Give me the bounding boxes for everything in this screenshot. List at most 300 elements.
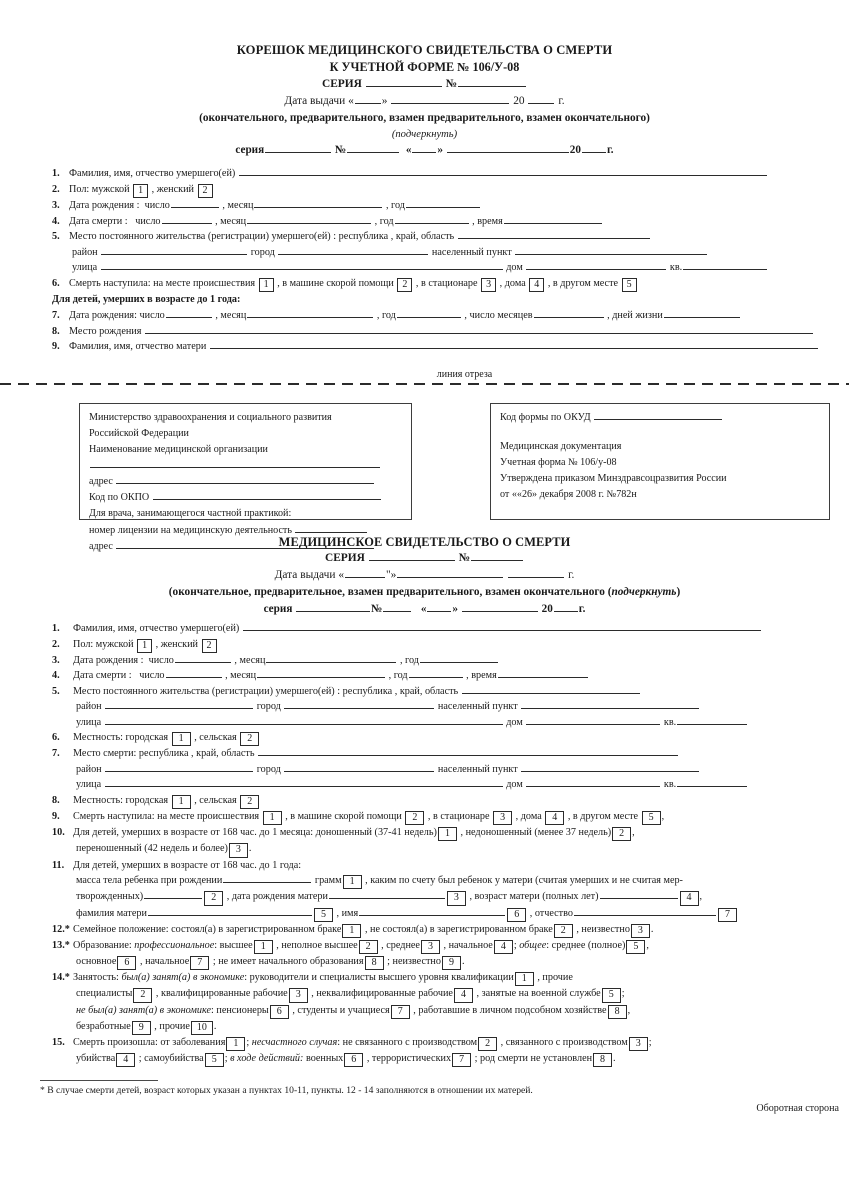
- item-body: [69, 214, 835, 230]
- item-body: [69, 276, 835, 292]
- number-label-2: №: [371, 603, 383, 616]
- birth-month-blank[interactable]: [254, 200, 382, 208]
- locality-rural-code[interactable]: 2: [240, 795, 259, 809]
- apt-blank[interactable]: [677, 779, 747, 787]
- education-code-5[interactable]: 5: [626, 940, 645, 954]
- item-subrow: [52, 715, 841, 731]
- item-row: [52, 339, 835, 355]
- item-body: [73, 922, 841, 938]
- street-blank[interactable]: [105, 779, 503, 787]
- employment-opt-2: специалисты: [76, 988, 133, 1000]
- address-label: адрес: [89, 476, 113, 488]
- manner-opt-8: ; род смерти не установлен: [474, 1053, 593, 1065]
- item-body: [69, 229, 835, 245]
- education-code-6[interactable]: 6: [117, 956, 136, 970]
- city-blank[interactable]: [284, 764, 434, 772]
- neonatal-tail-2: .: [248, 843, 252, 855]
- education-code-3[interactable]: 3: [421, 940, 440, 954]
- certificate-title: МЕДИЦИНСКОЕ СВИДЕТЕЛЬСТВО О СМЕРТИ: [278, 534, 571, 549]
- issue-date-line: [0, 93, 849, 110]
- item-label: Фамилия, имя, отчество умершего(ей): [69, 168, 236, 180]
- order-date-line: от ««26» декабря 2008 г. №782н: [500, 489, 637, 501]
- death-year-blank[interactable]: [395, 215, 469, 223]
- employment-code-9[interactable]: 9: [132, 1021, 151, 1035]
- item-number: 11.: [52, 859, 65, 871]
- manner-accident-label: несчастного случая: [251, 1037, 338, 1049]
- year-blank-2[interactable]: [554, 603, 578, 612]
- org-address-row: [89, 474, 402, 490]
- approved-line: Утверждена приказом Минздравсоцразвития России: [500, 472, 727, 484]
- mother-patronymic-code[interactable]: 7: [718, 908, 737, 922]
- mother-age-tail: ,: [699, 891, 703, 903]
- item-body: [73, 668, 841, 684]
- sex-male-code[interactable]: 1: [133, 184, 148, 198]
- marital-label: Семейное положение: состоял(а) в зарегистрированном браке: [73, 923, 342, 935]
- item-row: [52, 324, 835, 340]
- month-label: , месяц: [222, 200, 254, 212]
- employment-code-3[interactable]: 3: [289, 988, 308, 1002]
- item-body: [73, 684, 841, 700]
- item-body: [72, 245, 835, 261]
- item-number: 3.: [52, 654, 60, 666]
- item-body: [69, 308, 835, 324]
- number-label: №: [458, 551, 471, 564]
- apt-blank[interactable]: [683, 262, 767, 270]
- region-blank[interactable]: [458, 231, 650, 239]
- item-subrow: [52, 906, 841, 922]
- street-blank[interactable]: [105, 716, 503, 724]
- item-row: [52, 276, 835, 292]
- quote-mid: "»: [386, 569, 397, 582]
- death-place-opt-4: , дома: [499, 277, 526, 289]
- series-number-line: [0, 76, 849, 93]
- marital-opt-3: , неизвестно: [576, 923, 630, 935]
- birth-weight-label: масса тела ребенка при рождении: [76, 875, 223, 887]
- variants-italic: подчеркнуть: [611, 586, 677, 599]
- locality-rural-label: , сельская: [194, 732, 237, 744]
- sex-female-code[interactable]: 2: [202, 639, 217, 653]
- employment-opt-5: , занятые на военной службе: [476, 988, 601, 1000]
- item-subrow: [52, 699, 841, 715]
- months-count-label: , число месяцев: [464, 310, 533, 322]
- issue-date-label: Дата выдачи: [274, 569, 336, 582]
- employment-opt-10: , прочие: [154, 1020, 190, 1032]
- death-place-opt-5: , в другом месте: [567, 811, 639, 823]
- education-code-4[interactable]: 4: [494, 940, 513, 954]
- item-number: 6.: [52, 277, 60, 289]
- apt-label: кв.: [669, 262, 683, 274]
- year-suffix: г.: [568, 569, 575, 582]
- neonatal-code-3[interactable]: 3: [229, 843, 248, 857]
- education-opt-4: , начальное: [443, 939, 493, 951]
- birth-month-blank[interactable]: [266, 654, 396, 662]
- street-blank[interactable]: [101, 262, 503, 270]
- education-opt-8: ; не имеет начального образования: [212, 956, 364, 968]
- item-number: 2.: [52, 183, 60, 195]
- death-month-blank[interactable]: [257, 670, 385, 678]
- death-place-code-5[interactable]: 5: [622, 278, 637, 292]
- quote-close-2: »: [437, 144, 443, 157]
- day-label: число: [139, 670, 165, 682]
- item-body: [73, 938, 841, 954]
- organization-box-wrap: [79, 403, 412, 552]
- employment-tail: ,: [627, 1004, 631, 1016]
- manner-code-7[interactable]: 7: [452, 1053, 471, 1067]
- mother-surname-label: фамилия матери: [76, 907, 147, 919]
- house-blank[interactable]: [526, 262, 666, 270]
- education-code-8[interactable]: 8: [365, 956, 384, 970]
- birth-weight-code[interactable]: 1: [343, 875, 362, 889]
- district-blank[interactable]: [101, 246, 247, 254]
- marital-code-2[interactable]: 2: [554, 924, 573, 938]
- mother-age-label: , возраст матери (полных лет): [469, 891, 599, 903]
- item-body: [69, 198, 835, 214]
- education-opt-5: : среднее (полное): [546, 939, 626, 951]
- item-subrow: [52, 841, 841, 857]
- item-body: [73, 793, 841, 809]
- residence-label: Место постоянного жительства (регистрации) умершего(ей) : республика , край, область: [69, 231, 455, 243]
- item-body: [76, 777, 841, 793]
- months-count-blank[interactable]: [534, 310, 604, 318]
- death-time-blank[interactable]: [498, 670, 588, 678]
- page-subtitle: К УЧЕТНОЙ ФОРМЕ № 106/У-08: [329, 59, 520, 74]
- series-label: СЕРИЯ: [321, 77, 362, 90]
- manner-code-5[interactable]: 5: [205, 1053, 224, 1067]
- education-code-2[interactable]: 2: [359, 940, 378, 954]
- locality-urban-code[interactable]: 1: [172, 732, 191, 746]
- sex-female-code[interactable]: 2: [198, 184, 213, 198]
- employment-code-4[interactable]: 4: [454, 988, 473, 1002]
- death-year-blank[interactable]: [409, 670, 463, 678]
- year-suffix-2: г.: [606, 144, 614, 157]
- employment-code-2[interactable]: 2: [133, 988, 152, 1002]
- employment-code-7[interactable]: 7: [391, 1005, 410, 1019]
- item-row: [52, 938, 841, 954]
- sex-label: Пол:: [69, 183, 90, 195]
- okpo-blank[interactable]: [153, 492, 381, 500]
- mother-birthdate-code[interactable]: 3: [447, 891, 466, 905]
- birth-place-blank[interactable]: [145, 325, 813, 333]
- employment-unemployed-label: не был(а) занят(а) в экономике: [76, 1004, 211, 1016]
- employment-code-6[interactable]: 6: [270, 1005, 289, 1019]
- death-region-blank[interactable]: [258, 748, 678, 756]
- house-label: дом: [506, 779, 523, 791]
- manner-code-4[interactable]: 4: [116, 1053, 135, 1067]
- region-blank[interactable]: [462, 685, 640, 693]
- spacer: [500, 426, 820, 439]
- marital-code-3[interactable]: 3: [631, 924, 650, 938]
- item-subrow: [52, 260, 835, 276]
- item-number: 2.: [52, 638, 60, 650]
- manner-code-6[interactable]: 6: [344, 1053, 363, 1067]
- manner-sep-3: ;: [224, 1053, 228, 1065]
- death-place-opt-4: , дома: [515, 811, 542, 823]
- manner-sep: ;: [246, 1037, 250, 1049]
- org-name-label: Наименование медицинской организации: [89, 443, 268, 455]
- death-day-blank[interactable]: [162, 215, 212, 223]
- item-body: [76, 715, 841, 731]
- death-place-opt-3: , в стационаре: [415, 277, 478, 289]
- item-number: 8.: [52, 794, 60, 806]
- item-row: [52, 970, 841, 986]
- education-tail-2: .: [461, 956, 465, 968]
- series-blank-2[interactable]: [296, 603, 370, 612]
- item-subrow: [52, 1003, 841, 1019]
- birth-place-label: Место рождения: [69, 325, 142, 337]
- address-label-2: адрес: [89, 540, 113, 552]
- days-blank[interactable]: [664, 310, 740, 318]
- child-year-blank[interactable]: [397, 310, 461, 318]
- birth-order-blank[interactable]: [144, 891, 202, 899]
- item-body: [76, 889, 841, 905]
- cut-line-section: [0, 369, 849, 385]
- year-prefix-2: 20: [569, 144, 581, 157]
- item-subrow: [52, 986, 841, 1002]
- item-row: [52, 809, 841, 825]
- mother-name-code[interactable]: 6: [507, 908, 526, 922]
- death-place-code-3[interactable]: 3: [493, 811, 512, 825]
- item-number: 14.*: [52, 972, 70, 984]
- number-label: №: [445, 77, 458, 90]
- item-row: [52, 308, 835, 324]
- year-label: , год: [385, 200, 405, 212]
- okud-row: [500, 410, 820, 426]
- item-number: 3.: [52, 200, 60, 212]
- neonatal-code-1[interactable]: 1: [438, 827, 457, 841]
- sex-male-label: мужской: [91, 183, 130, 195]
- education-professional-label: профессиональное: [134, 939, 215, 951]
- employment-code-1[interactable]: 1: [515, 972, 534, 986]
- item-row: [52, 214, 835, 230]
- house-blank[interactable]: [526, 716, 660, 724]
- month-label: , месяц: [215, 215, 247, 227]
- item-body: [72, 260, 835, 276]
- city-label: город: [256, 763, 281, 775]
- mother-surname-blank[interactable]: [148, 907, 312, 915]
- quote-close-2: »: [452, 603, 458, 616]
- death-place-code-2[interactable]: 2: [405, 811, 424, 825]
- year-label: , год: [399, 654, 419, 666]
- variants-text: (окончательное, предварительное, взамен предварительного, взамен окончательного (: [168, 586, 612, 599]
- city-blank[interactable]: [284, 701, 434, 709]
- birth-weight-blank[interactable]: [223, 875, 311, 883]
- item-number: 12.*: [52, 923, 70, 935]
- district-blank[interactable]: [105, 701, 253, 709]
- birth-year-blank[interactable]: [406, 200, 480, 208]
- district-blank[interactable]: [105, 764, 253, 772]
- series-label-lc: серия: [263, 603, 293, 616]
- birth-day-blank[interactable]: [175, 654, 231, 662]
- quote-open-2: «: [405, 144, 412, 157]
- education-opt-3: , среднее: [381, 939, 420, 951]
- time-label: , время: [472, 215, 503, 227]
- street-label: улица: [72, 262, 98, 274]
- item-row: [52, 182, 835, 198]
- settlement-label: населенный пункт: [431, 246, 512, 258]
- death-place-code-1[interactable]: 1: [263, 811, 282, 825]
- settlement-blank[interactable]: [515, 246, 707, 254]
- employment-label: Занятость:: [73, 972, 119, 984]
- education-code-1[interactable]: 1: [254, 940, 273, 954]
- marital-opt-2: , не состоял(а) в зарегистрированном браке: [364, 923, 553, 935]
- manner-code-3[interactable]: 3: [629, 1037, 648, 1051]
- year-blank[interactable]: [528, 95, 554, 104]
- fio-blank[interactable]: [243, 623, 761, 631]
- certificate-variants: [0, 584, 849, 601]
- item-label: Фамилия, имя, отчество умершего(ей): [73, 623, 240, 635]
- month-label: , месяц: [225, 670, 257, 682]
- manner-code-8[interactable]: 8: [593, 1053, 612, 1067]
- employment-opt-9: безработные: [76, 1020, 131, 1032]
- apt-blank[interactable]: [677, 716, 747, 724]
- series-blank[interactable]: [369, 552, 455, 561]
- mother-name-blank[interactable]: [359, 907, 505, 915]
- number-blank-2[interactable]: [383, 603, 411, 612]
- death-place-opt-3: , в стационаре: [427, 811, 490, 823]
- item-body: [76, 986, 841, 1002]
- fio-blank[interactable]: [239, 168, 767, 176]
- settlement-blank[interactable]: [521, 764, 699, 772]
- manner-code-1[interactable]: 1: [226, 1037, 245, 1051]
- death-month-blank[interactable]: [247, 215, 371, 223]
- ministry-line-1: Министерство здравоохранения и социального развития: [89, 411, 332, 423]
- neonatal-code-2[interactable]: 2: [612, 827, 631, 841]
- employment-code-5[interactable]: 5: [602, 988, 621, 1002]
- education-general-label: общее: [519, 939, 547, 951]
- birth-date-label: Дата рождения :: [73, 654, 144, 666]
- month-blank[interactable]: [391, 95, 509, 104]
- mother-patronymic-blank[interactable]: [574, 907, 716, 915]
- item-number: 6.: [52, 732, 60, 744]
- death-place-code-4[interactable]: 4: [529, 278, 544, 292]
- manner-tail: .: [613, 1053, 616, 1065]
- employment-opt-4: , неквалифицированные рабочие: [311, 988, 453, 1000]
- manner-opt-2: : не связанного с производством: [337, 1037, 478, 1049]
- death-place-code-2[interactable]: 2: [397, 278, 412, 292]
- children-section-heading: Для детей, умерших в возрасте до 1 года:: [52, 293, 241, 305]
- item-body: [76, 762, 841, 778]
- item-body: [73, 730, 841, 746]
- day-blank[interactable]: [345, 569, 385, 578]
- mother-age-blank[interactable]: [600, 891, 678, 899]
- organization-box: [79, 403, 412, 552]
- education-code-7[interactable]: 7: [190, 956, 209, 970]
- death-place-opt-5: , в другом месте: [547, 277, 619, 289]
- address-blank[interactable]: [116, 476, 374, 484]
- manner-actions-label: в ходе действий:: [230, 1053, 304, 1065]
- form-code-box: [490, 403, 830, 520]
- item-number: 4.: [52, 670, 60, 682]
- manner-opt-7: , террористических: [366, 1053, 452, 1065]
- death-day-blank[interactable]: [166, 670, 222, 678]
- item-row: [52, 684, 841, 700]
- mother-birthdate-blank[interactable]: [329, 891, 445, 899]
- day-label: число: [135, 215, 161, 227]
- death-place-tail: ,: [661, 811, 665, 823]
- day-blank-2[interactable]: [412, 144, 436, 153]
- birth-year-blank[interactable]: [420, 654, 498, 662]
- neonatal-tail: ,: [632, 827, 635, 839]
- month-blank[interactable]: [397, 569, 503, 578]
- employment-code-10[interactable]: 10: [191, 1021, 213, 1035]
- birth-order-code[interactable]: 2: [204, 891, 223, 905]
- city-blank[interactable]: [278, 246, 428, 254]
- certificate-variants: (окончательного, предварительного, взамен предварительного, взамен окончательного): [199, 112, 650, 125]
- mother-age-code[interactable]: 4: [680, 891, 699, 905]
- item-number: 4.: [52, 215, 60, 227]
- gram-label: грамм: [314, 875, 342, 887]
- marital-code-1[interactable]: 1: [342, 924, 361, 938]
- day-blank[interactable]: [355, 95, 381, 104]
- death-place-code-5[interactable]: 5: [642, 811, 661, 825]
- item-body: [73, 970, 841, 986]
- quote-open: «: [348, 95, 354, 108]
- child-birth-label: Дата рождения: число: [69, 310, 165, 322]
- death-time-blank[interactable]: [504, 215, 602, 223]
- month-blank-2[interactable]: [462, 603, 538, 612]
- item-body: [73, 637, 841, 653]
- locality-rural-code[interactable]: 2: [240, 732, 259, 746]
- item-number: 5.: [52, 231, 60, 243]
- birth-day-blank[interactable]: [171, 200, 219, 208]
- year-blank[interactable]: [508, 569, 564, 578]
- education-code-9[interactable]: 9: [442, 956, 461, 970]
- series-blank[interactable]: [366, 78, 442, 87]
- manner-code-2[interactable]: 2: [478, 1037, 497, 1051]
- mother-surname-code[interactable]: 5: [314, 908, 333, 922]
- child-month-blank[interactable]: [247, 310, 373, 318]
- okud-blank[interactable]: [594, 411, 722, 419]
- death-place-code-1[interactable]: 1: [259, 278, 274, 292]
- apt-label: кв.: [663, 716, 677, 728]
- day-label: число: [148, 654, 174, 666]
- street-label: улица: [76, 716, 102, 728]
- footnote-divider: [40, 1080, 158, 1081]
- back-side-label: Оборотная сторона: [756, 1103, 839, 1115]
- death-place-code-3[interactable]: 3: [481, 278, 496, 292]
- item-body: [76, 1019, 841, 1035]
- house-blank[interactable]: [526, 779, 660, 787]
- item-number: 13.*: [52, 939, 70, 951]
- month-blank-2[interactable]: [447, 144, 569, 153]
- license-blank[interactable]: [295, 524, 367, 532]
- sex-male-code[interactable]: 1: [137, 639, 152, 653]
- year-blank-2[interactable]: [582, 144, 606, 153]
- item-body: [76, 1051, 841, 1067]
- birth-date-label: Дата рождения :: [69, 200, 140, 212]
- org-name-blank[interactable]: [90, 460, 380, 468]
- locality-urban-code[interactable]: 1: [172, 795, 191, 809]
- item-row: [52, 730, 841, 746]
- item-subrow: [52, 873, 841, 889]
- item-row: [52, 858, 841, 874]
- settlement-blank[interactable]: [521, 701, 699, 709]
- number-blank[interactable]: [471, 552, 523, 561]
- day-blank-2[interactable]: [427, 603, 451, 612]
- locality-label: Местность: городская: [73, 732, 169, 744]
- series-blank-2[interactable]: [265, 144, 331, 153]
- education-higher-label: : высшее: [214, 939, 253, 951]
- number-blank-2[interactable]: [347, 144, 399, 153]
- item-body: [76, 841, 841, 857]
- year-suffix: г.: [558, 95, 565, 108]
- death-place-code-4[interactable]: 4: [545, 811, 564, 825]
- number-blank[interactable]: [458, 78, 526, 87]
- mother-fio-blank[interactable]: [210, 341, 818, 349]
- employment-code-8[interactable]: 8: [608, 1005, 627, 1019]
- child-day-blank[interactable]: [166, 310, 212, 318]
- footnote-text: * В случае смерти детей, возраст которых указан а пунктах 10-11, пункты. 12 - 14 заполняются в отношении их матерей.: [40, 1085, 533, 1097]
